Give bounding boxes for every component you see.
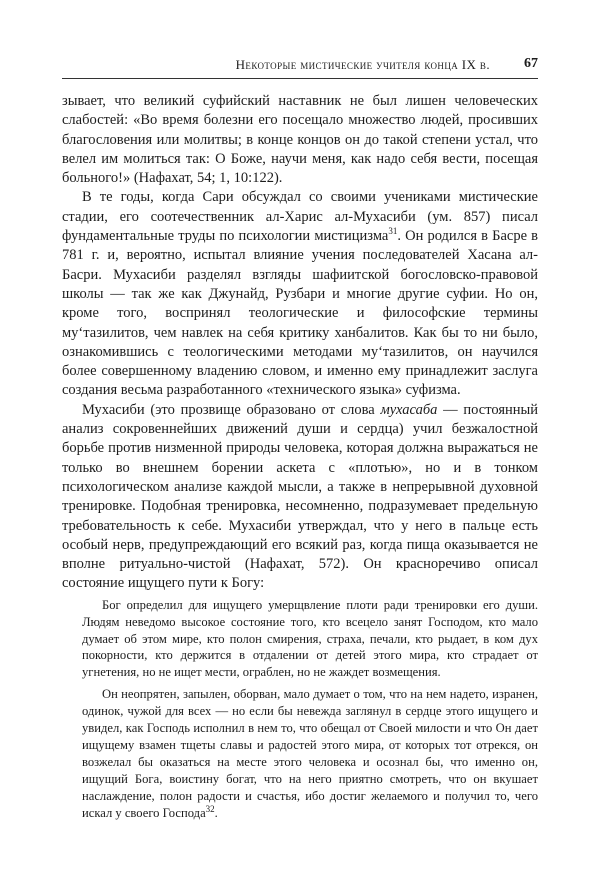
paragraph-2-text-before: В те годы, когда Сари обсуждал со своими учениками мистические стадии, его соотечественник ал-Харис ал-Мухасиби (ум. 857) писал фундаментальные труды по психологии мистицизма [62,189,538,245]
quote-paragraph-2-end: . [214,805,218,820]
quote-paragraph-2 [82,686,538,821]
running-head: Некоторые мистические учителя конца IX в. [235,57,490,72]
term-muhasaba: мухасаба [380,401,438,418]
paragraph-3-text-before: Мухасиби (это прозвище образовано от слова [82,401,381,418]
paragraph-1 [62,92,538,188]
block-quote [82,597,538,822]
footnote-ref-32[interactable]: 32 [205,803,215,814]
footnote-ref-31[interactable]: 31 [388,226,398,237]
paragraph-3 [62,401,538,594]
page-number: 67 [524,56,538,71]
quote-paragraph-1: Бог определил для ищущего умерщвление плоти ради тренировки его души. Людям неведомо высокое состояние того, кто всецело занят Господом, кто мало думает об этом мире, кто полон смирения, страха, печали, кто рыдает, в ком дух покорности, кто держится в отдалении от детей этого мира, кто страдает от угнетения, но не ищет мести, ограблен, но не жаждет возмещения. [82,597,538,680]
paragraph-2-text-after: . Он родился в Басре в 781 г. и, вероятно, испытал влияние учения последователей Хасана ал-Басри. Мухасиби разделял взгляды шафиитской богословско-правовой школы — так же как Джунайд, Рузбари и многие другие суфии. Но он, кроме того, воспринял теологические и философские термины му‘тазилитов, чем навлек на себя критику ханбалитов. Как бы то ни было, ознакомившись с теологическими методами му‘тазилитов, он научился более совершенному владению словом, и именно ему принадлежит заслуга создания весьма разработанного «технического языка» суфизма. [62,228,538,399]
page-header [62,56,538,79]
paragraph-1-text: зывает, что великий суфийский наставник не был лишен человеческих слабостей: «Во время болезни его посещало множество людей, просивших благословения или молитвы; в конце концов он до такой степени устал, что велел им молиться так: О Боже, научи меня, как надо себя вести, посещая больного!» (Нафахат, 54; 1, 10:122). [62,93,538,187]
quote-paragraph-2-text: Он неопрятен, запылен, оборван, мало думает о том, что на нем надето, изранен, одинок, чужой для всех — но если бы невежда заглянул в сердце этого ищущего и увидел, как Господь исполнил в нем то, что обещал от Своей милости и что Он дает ищущему взамен тщеты славы и радостей этого мира, от которых тот отрекся, он возжелал бы оказаться на месте этого человека и осознал бы, что именно он, ищущий Бога, воистину богат, что на него приятно смотреть, что он вкушает наслаждение, полон радости и счастья, ибо достиг желаемого и получил то, чего искал у своего Господа [82,687,538,820]
body-text [62,92,538,822]
paragraph-2 [62,188,538,400]
paragraph-3-text-after: — постоянный анализ сокровеннейших движений души и сердца) учил безжалостной борьбе против низменной природы человека, которая должна выражаться не только во внешнем борении аскета с «плотью», но и в тонком психологическом анализе каждой мысли, а также в непрерывной духовной тренировке. Подобная тренировка, несомненно, подразумевает предельную требовательность к себе. Мухасиби утверждал, что у него в пальце есть особый нерв, предупреждающий его всякий раз, когда пища оказывается не вполне ритуально-чистой (Нафахат, 572). Он красноречиво описал состояние ищущего пути к Богу: [62,401,539,592]
